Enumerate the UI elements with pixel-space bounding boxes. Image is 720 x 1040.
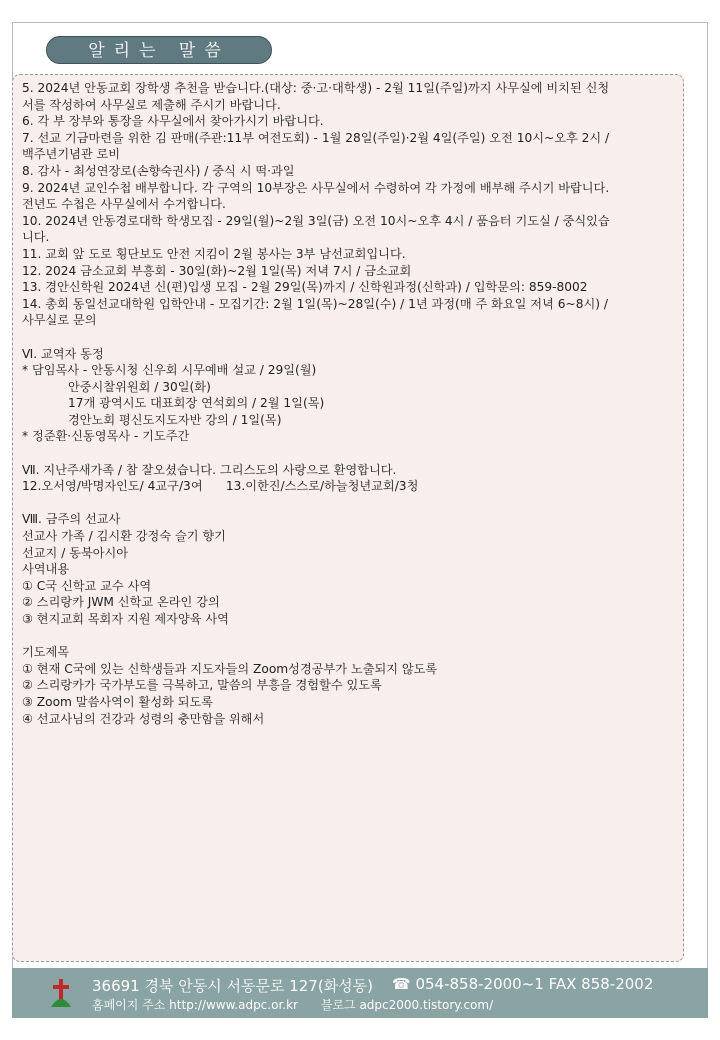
notice-line: 백주년기념관 로비 [22, 147, 121, 162]
notice-line: 11. 교회 앞 도로 횡단보도 안전 지킴이 2월 봉사는 3부 남선교회입니다. [22, 246, 406, 261]
footer-phone: ☎ 054-858-2000~1 FAX 858-2002 [392, 975, 654, 993]
notice-line: 10. 2024년 안동경로대학 학생모집 - 29일(월)~2월 3일(금) 오전 10시~오후 4시 / 품음터 기도실 / 중식있습 [22, 213, 610, 228]
minister-line: 경안노회 평신도지도자반 강의 / 1일(목) [68, 412, 282, 427]
church-logo-icon [48, 977, 74, 1011]
blank-line [22, 445, 672, 462]
notice-line: 6. 각 부 장부와 통장을 사무실에서 찾아가시기 바랍니다. [22, 114, 324, 129]
prayer-item: ② 스리랑카가 국가부도를 극복하고, 말씀의 부흥을 경험할수 있도록 [22, 678, 382, 693]
footer-homepage: 홈페이지 주소 http://www.adpc.or.kr 블로그 adpc2000.tistory.com/ [92, 998, 494, 1012]
notice-line: 12. 2024 금소교회 부흥회 - 30일(화)~2월 1일(목) 저녁 7시 / 금소교회 [22, 263, 412, 278]
minister-line: 17개 광역시도 대표회장 연석회의 / 2월 1일(목) [68, 396, 325, 411]
missionary-field: 선교지 / 동북아시아 [22, 545, 129, 560]
notice-line: 9. 2024년 교인수첩 배부합니다. 각 구역의 10부장은 사무실에서 수령하여 각 가정에 배부해 주시기 바랍니다. [22, 180, 610, 195]
work-item: ③ 현지교회 목회자 지원 제자양육 사역 [22, 612, 229, 626]
notice-line: 전년도 수첩은 사무실에서 수거합니다. [22, 197, 226, 212]
footer-address: 36691 경북 안동시 서동문로 127(화성동) [92, 977, 374, 995]
notice-line: 니다. [22, 230, 50, 245]
missionary-family: 선교사 가족 / 김시환 강정숙 슬기 향기 [22, 529, 226, 544]
blank-line [22, 628, 672, 645]
newcomers-heading: Ⅶ. 지난주새가족 / 참 잘오셨습니다. 그리스도의 사랑으로 환영합니다. [22, 462, 397, 477]
prayer-item: ① 현재 C국에 있는 신학생들과 지도자들의 Zoom성경공부가 노출되지 않도록 [22, 661, 438, 676]
minister-line: * 정준환·신동영목사 - 기도주간 [22, 429, 190, 444]
notice-line: 14. 총회 동일선교대학원 입학안내 - 모집기간: 2월 1일(목)~28일(수) / 1년 과정(매 주 화요일 저녁 6~8시) / [22, 296, 608, 311]
prayer-title: 기도제목 [22, 645, 70, 660]
notice-content [22, 80, 672, 727]
notice-line: 사무실로 문의 [22, 313, 97, 328]
notice-line: 5. 2024년 안동교회 장학생 추천을 받습니다.(대상: 중·고·대학생) - 2월 11일(주일)까지 사무실에 비치된 신청 [22, 81, 610, 95]
work-item: ② 스리랑카 JWM 신학교 온라인 강의 [22, 595, 220, 610]
notice-line: 8. 감사 - 최성연장로(손향숙권사) / 중식 시 떡·과일 [22, 163, 295, 178]
work-item: ① C국 신학교 교수 사역 [22, 578, 152, 593]
blank-line [22, 329, 672, 346]
missionary-heading: Ⅷ. 금주의 선교사 [22, 512, 121, 527]
ministers-heading: Ⅵ. 교역자 동정 [22, 346, 104, 361]
notice-line: 7. 선교 기금마련을 위한 김 판매(주관:11부 여전도회) - 1월 28일(주일)·2월 4일(주일) 오전 10시~오후 2시 / [22, 130, 610, 145]
prayer-item: ③ Zoom 말씀사역이 활성화 되도록 [22, 694, 214, 709]
notice-line: 13. 경안신학원 2024년 신(편)입생 모집 - 2월 29일(목)까지 / 신학원과정(신학과) / 입학문의: 859-8002 [22, 280, 588, 295]
section-title: 알리는 말씀 [46, 36, 272, 64]
work-title: 사역내용 [22, 562, 70, 577]
blank-line [22, 495, 672, 512]
minister-line: * 담임목사 - 안동시청 신우회 시무예배 설교 / 29일(월) [22, 363, 317, 378]
minister-line: 안중시찰위원회 / 30일(화) [68, 379, 211, 394]
prayer-item: ④ 선교사님의 건강과 성령의 충만함을 위해서 [22, 711, 265, 726]
notice-line: 서를 작성하여 사무실로 제출해 주시기 바랍니다. [22, 97, 281, 112]
newcomers-line: 12.오서영/박명자인도/ 4교구/3여 13.이한진/스스로/하늘청년교회/3청 [22, 479, 419, 494]
